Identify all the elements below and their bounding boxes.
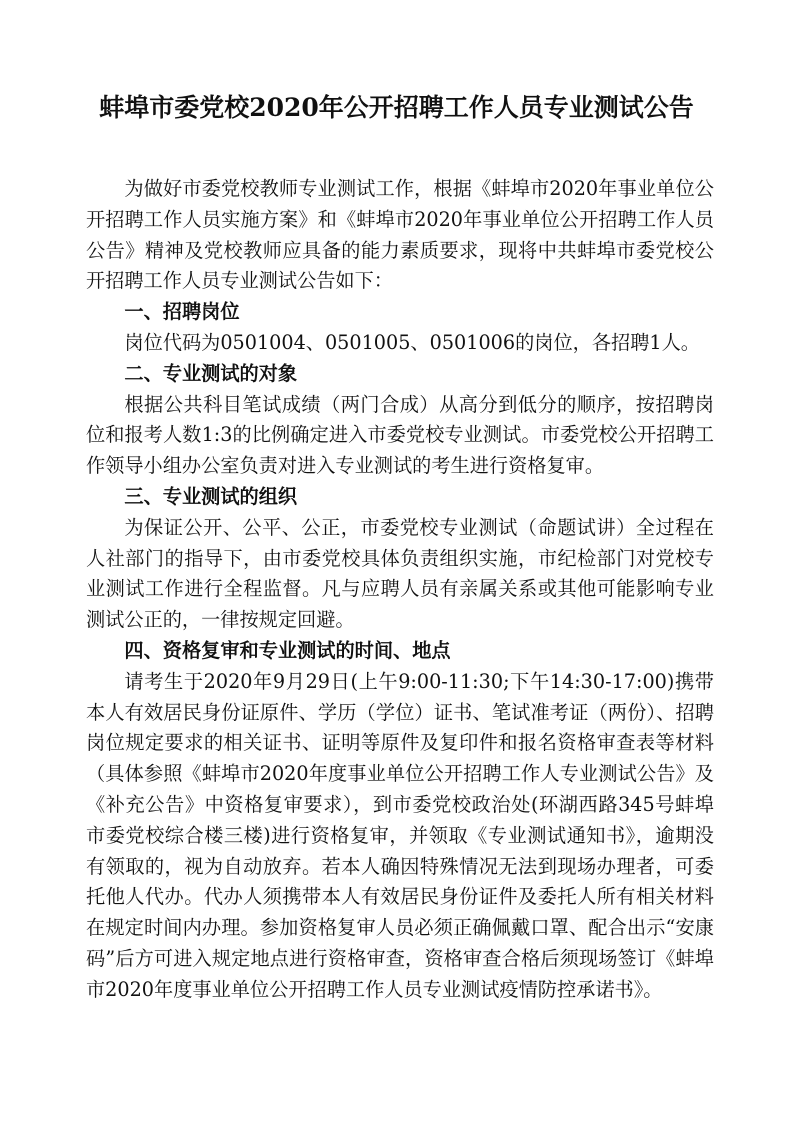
section-1-heading: 一、招聘岗位 [124,300,240,324]
intro-paragraph: 为做好市委党校教师专业测试工作，根据《蚌埠市2020年事业单位公开招聘工作人员实施方案》和《蚌埠市2020年事业单位公开招聘工作人员公告》精神及党校教师应具备的能力素质要求，现将中共蚌埠市委党校公开招聘工作人员专业测试公告如下： [86,177,714,293]
section-4-heading: 四、资格复审和专业测试的时间、地点 [124,638,451,662]
section-3-heading: 三、专业测试的组织 [124,484,298,508]
document-title: 蚌埠市委党校2020年公开招聘工作人员专业测试公告 [99,93,694,122]
document-body [86,174,714,1006]
section-2-heading: 二、专业测试的对象 [124,361,298,385]
section-3-text: 为保证公开、公平、公正，市委党校专业测试（命题试讲）全过程在人社部门的指导下，由市委党校具体负责组织实施，市纪检部门对党校专业测试工作进行全程监督。凡与应聘人员有亲属关系或其他可能影响专业测试公正的，一律按规定回避。 [86,515,714,632]
section-4-text: 请考生于2020年9月29日(上午9:00-11:30;下午14:30-17:00)携带本人有效居民身份证原件、学历（学位）证书、笔试准考证（两份）、招聘岗位规定要求的相关证书、证明等原件及复印件和报名资格审查表等材料（具体参照《蚌埠市2020年度事业单位公开招聘工作人专业测试公告》及《补充公告》中资格复审要求），到市委党校政治处(环湖西路345号蚌埠市委党校综合楼三楼)进行资格复审，并领取《专业测试通知书》，逾期没有领取的，视为自动放弃。若本人确因特殊情况无法到现场办理者，可委托他人代办。代办人须携带本人有效居民身份证件及委托人所有相关材料在规定时间内办理。参加资格复审人员必须正确佩戴口罩、配合出示“安康码”后方可进入规定地点进行资格审查，资格审查合格后须现场签订《蚌埠市2020年度事业单位公开招聘工作人员专业测试疫情防控承诺书》。 [86,669,714,1001]
section-1-text: 岗位代码为0501004、0501005、0501006的岗位，各招聘1人。 [124,330,700,354]
section-2-text: 根据公共科目笔试成绩（两门合成）从高分到低分的顺序，按招聘岗位和报考人数1:3的比例确定进入市委党校专业测试。市委党校公开招聘工作领导小组办公室负责对进入专业测试的考生进行资格复审。 [86,392,714,478]
